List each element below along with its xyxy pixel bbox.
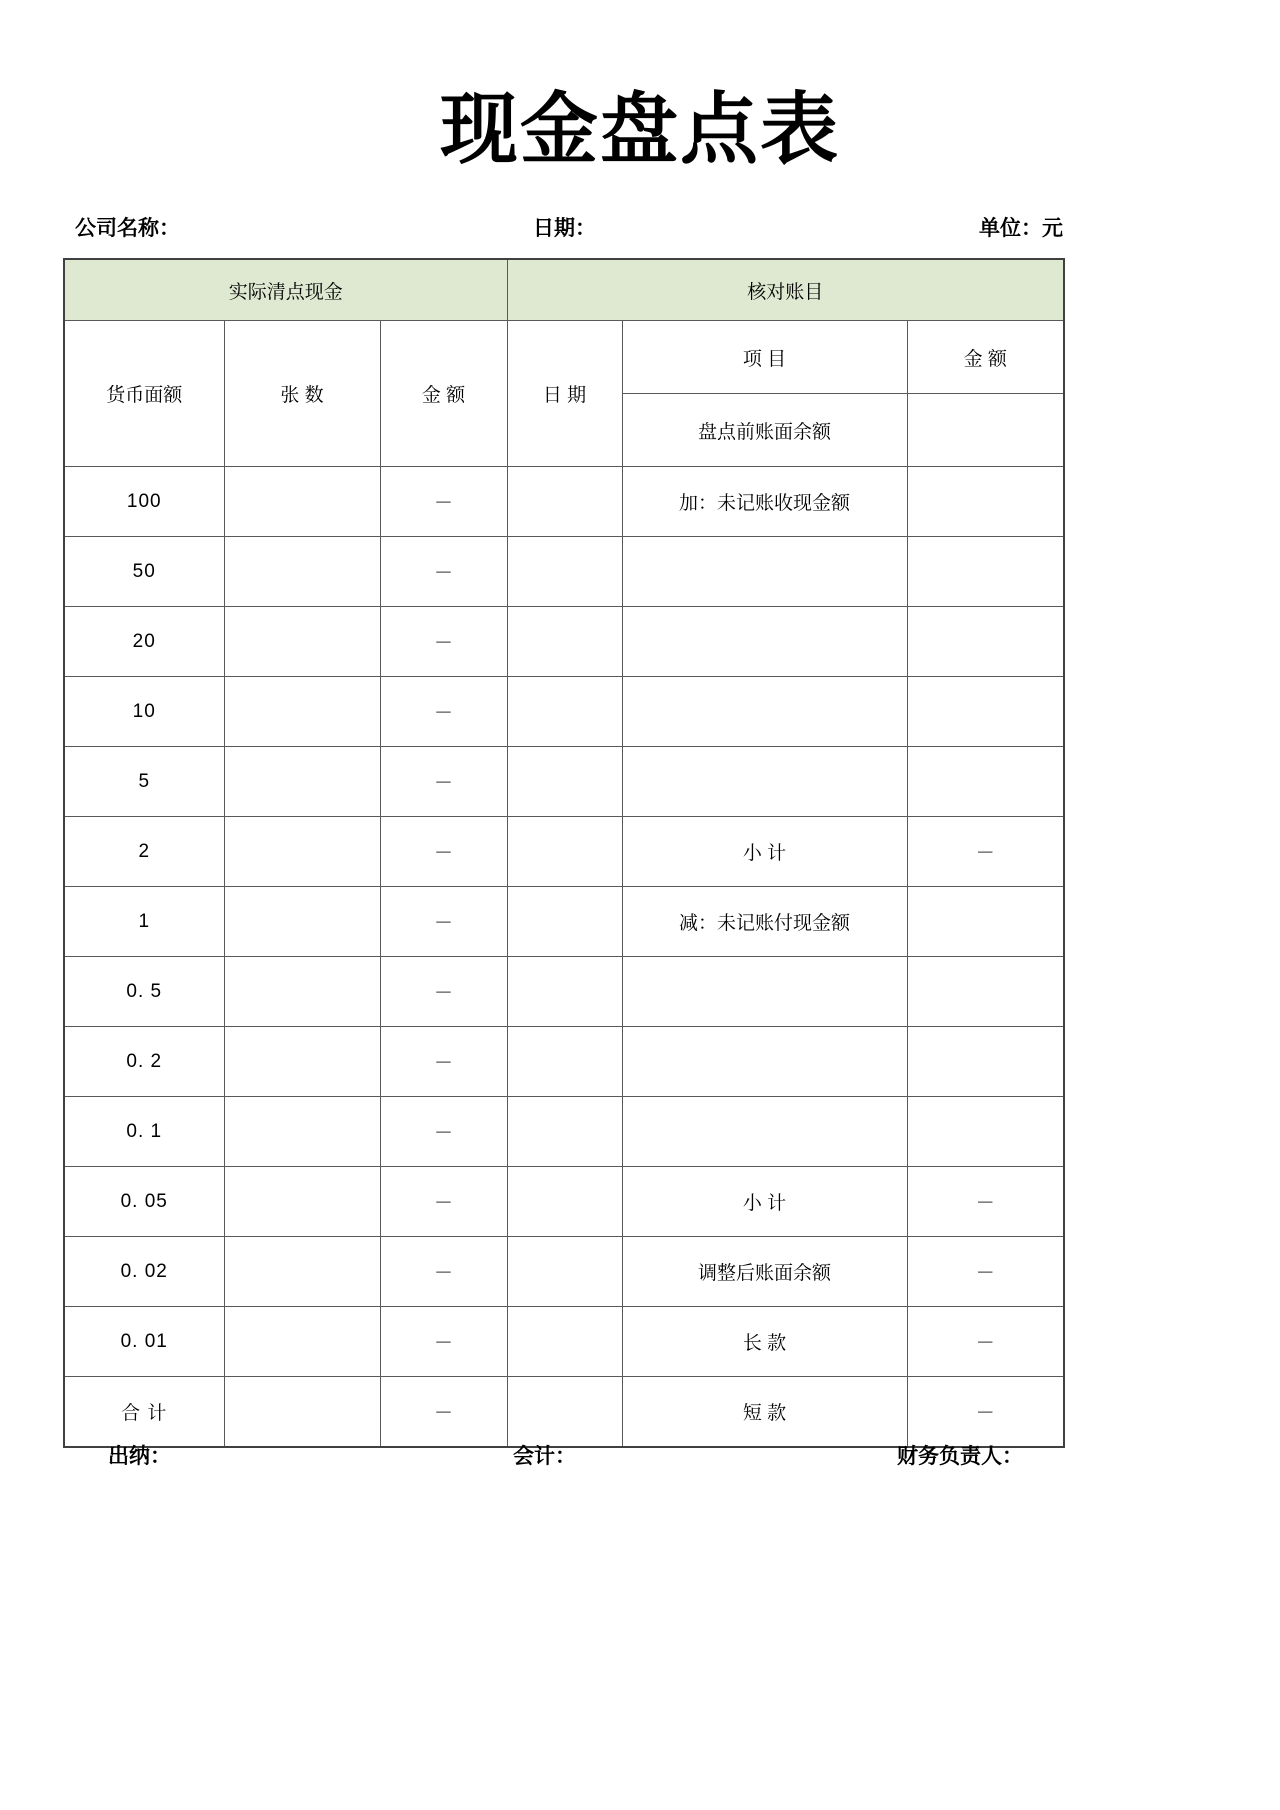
cell-denomination-13: 合 计 <box>64 1377 224 1448</box>
cell-item-1 <box>622 537 907 607</box>
cell-denomination-1: 50 <box>64 537 224 607</box>
table-row <box>64 747 1064 817</box>
cell-item-7 <box>622 957 907 1027</box>
cell-amount-9[interactable]: － <box>380 1097 507 1167</box>
accountant-label: 会计： <box>513 1445 576 1468</box>
cell-count-6[interactable] <box>224 887 380 957</box>
cell-item-amount-3[interactable] <box>907 677 1064 747</box>
cell-amount-0[interactable]: － <box>380 467 507 537</box>
cell-denomination-9: 0. 1 <box>64 1097 224 1167</box>
cell-denomination-0: 100 <box>64 467 224 537</box>
table-row <box>64 607 1064 677</box>
cell-date-0[interactable] <box>507 467 622 537</box>
document-info-row <box>63 212 1063 246</box>
page-title: 现金盘点表 <box>439 85 840 175</box>
cell-date-6[interactable] <box>507 887 622 957</box>
cell-item-amount-1[interactable] <box>907 537 1064 607</box>
cell-count-0[interactable] <box>224 467 380 537</box>
cell-item-amount-10[interactable]: － <box>907 1167 1064 1237</box>
cell-item-0: 加：未记账收现金额 <box>622 467 907 537</box>
cell-amount-10[interactable]: － <box>380 1167 507 1237</box>
cell-date-1[interactable] <box>507 537 622 607</box>
cell-item-12: 长 款 <box>622 1307 907 1377</box>
cashier-label: 出纳： <box>108 1445 171 1468</box>
cell-date-2[interactable] <box>507 607 622 677</box>
cell-count-13[interactable] <box>224 1377 380 1448</box>
cell-date-8[interactable] <box>507 1027 622 1097</box>
cell-item-amount-12[interactable]: － <box>907 1307 1064 1377</box>
table-row <box>64 537 1064 607</box>
company-name-label: 公司名称： <box>75 217 180 240</box>
cell-amount-4[interactable]: － <box>380 747 507 817</box>
table-row <box>64 817 1064 887</box>
cell-count-12[interactable] <box>224 1307 380 1377</box>
cell-date-5[interactable] <box>507 817 622 887</box>
cell-denomination-2: 20 <box>64 607 224 677</box>
cell-count-8[interactable] <box>224 1027 380 1097</box>
table-group-header-row <box>64 259 1064 321</box>
cell-count-11[interactable] <box>224 1237 380 1307</box>
cell-item-amount-7[interactable] <box>907 957 1064 1027</box>
cell-count-10[interactable] <box>224 1167 380 1237</box>
cell-item-amount-6[interactable] <box>907 887 1064 957</box>
cell-item-amount-11[interactable]: － <box>907 1237 1064 1307</box>
cell-denomination-10: 0. 05 <box>64 1167 224 1237</box>
cell-item-11: 调整后账面余额 <box>622 1237 907 1307</box>
col-header-item-amount: 金 额 <box>907 321 1064 394</box>
cell-count-7[interactable] <box>224 957 380 1027</box>
table-row <box>64 467 1064 537</box>
cell-item-9 <box>622 1097 907 1167</box>
cell-item-amount-9[interactable] <box>907 1097 1064 1167</box>
cell-amount-13[interactable]: － <box>380 1377 507 1448</box>
cell-denomination-11: 0. 02 <box>64 1237 224 1307</box>
table-row <box>64 677 1064 747</box>
cell-item-10: 小 计 <box>622 1167 907 1237</box>
cell-count-4[interactable] <box>224 747 380 817</box>
table-row <box>64 1307 1064 1377</box>
cell-amount-11[interactable]: － <box>380 1237 507 1307</box>
cell-item-amount-4[interactable] <box>907 747 1064 817</box>
cell-item-amount-2[interactable] <box>907 607 1064 677</box>
cell-amount-8[interactable]: － <box>380 1027 507 1097</box>
cell-item-2 <box>622 607 907 677</box>
cell-amount-7[interactable]: － <box>380 957 507 1027</box>
signature-row <box>63 1440 1063 1474</box>
cell-denomination-4: 5 <box>64 747 224 817</box>
table-row <box>64 1237 1064 1307</box>
cell-date-7[interactable] <box>507 957 622 1027</box>
cell-item-4 <box>622 747 907 817</box>
item-amount-opening-balance[interactable] <box>907 394 1064 467</box>
item-row-opening-balance: 盘点前账面余额 <box>622 394 907 467</box>
group-header-reconcile: 核对账目 <box>507 259 1064 321</box>
cell-date-13[interactable] <box>507 1377 622 1448</box>
cell-denomination-3: 10 <box>64 677 224 747</box>
cell-amount-3[interactable]: － <box>380 677 507 747</box>
cell-amount-6[interactable]: － <box>380 887 507 957</box>
col-header-count: 张 数 <box>224 321 380 467</box>
cell-item-amount-13[interactable]: － <box>907 1377 1064 1448</box>
table-subheader-row-1 <box>64 321 1064 394</box>
cell-count-9[interactable] <box>224 1097 380 1167</box>
cash-count-table <box>63 258 1065 1448</box>
cell-count-3[interactable] <box>224 677 380 747</box>
cell-item-6: 减：未记账付现金额 <box>622 887 907 957</box>
cell-item-amount-0[interactable] <box>907 467 1064 537</box>
cell-amount-5[interactable]: － <box>380 817 507 887</box>
cell-date-10[interactable] <box>507 1167 622 1237</box>
cell-item-8 <box>622 1027 907 1097</box>
table-row <box>64 1097 1064 1167</box>
cell-denomination-8: 0. 2 <box>64 1027 224 1097</box>
cell-count-1[interactable] <box>224 537 380 607</box>
cell-item-5: 小 计 <box>622 817 907 887</box>
table-row <box>64 1377 1064 1448</box>
cell-item-amount-8[interactable] <box>907 1027 1064 1097</box>
cell-amount-12[interactable]: － <box>380 1307 507 1377</box>
cell-count-5[interactable] <box>224 817 380 887</box>
cell-denomination-12: 0. 01 <box>64 1307 224 1377</box>
table-row <box>64 957 1064 1027</box>
cell-item-13: 短 款 <box>622 1377 907 1448</box>
finance-head-label: 财务负责人： <box>897 1445 1023 1468</box>
table-row <box>64 1167 1064 1237</box>
cell-amount-1[interactable]: － <box>380 537 507 607</box>
cell-amount-2[interactable]: － <box>380 607 507 677</box>
cell-date-11[interactable] <box>507 1237 622 1307</box>
col-header-amount: 金 额 <box>380 321 507 467</box>
cell-date-12[interactable] <box>507 1307 622 1377</box>
cell-date-3[interactable] <box>507 677 622 747</box>
table-row <box>64 1027 1064 1097</box>
cell-count-2[interactable] <box>224 607 380 677</box>
cell-date-9[interactable] <box>507 1097 622 1167</box>
date-label: 日期： <box>533 217 596 240</box>
col-header-date: 日 期 <box>507 321 622 467</box>
unit-label: 单位：元 <box>979 217 1063 240</box>
cell-date-4[interactable] <box>507 747 622 817</box>
cell-item-3 <box>622 677 907 747</box>
cell-item-amount-5[interactable]: － <box>907 817 1064 887</box>
table-row <box>64 887 1064 957</box>
col-header-denomination: 货币面额 <box>64 321 224 467</box>
cell-denomination-6: 1 <box>64 887 224 957</box>
col-header-item: 项 目 <box>622 321 907 394</box>
cell-denomination-7: 0. 5 <box>64 957 224 1027</box>
group-header-actual-cash: 实际清点现金 <box>64 259 507 321</box>
cell-denomination-5: 2 <box>64 817 224 887</box>
